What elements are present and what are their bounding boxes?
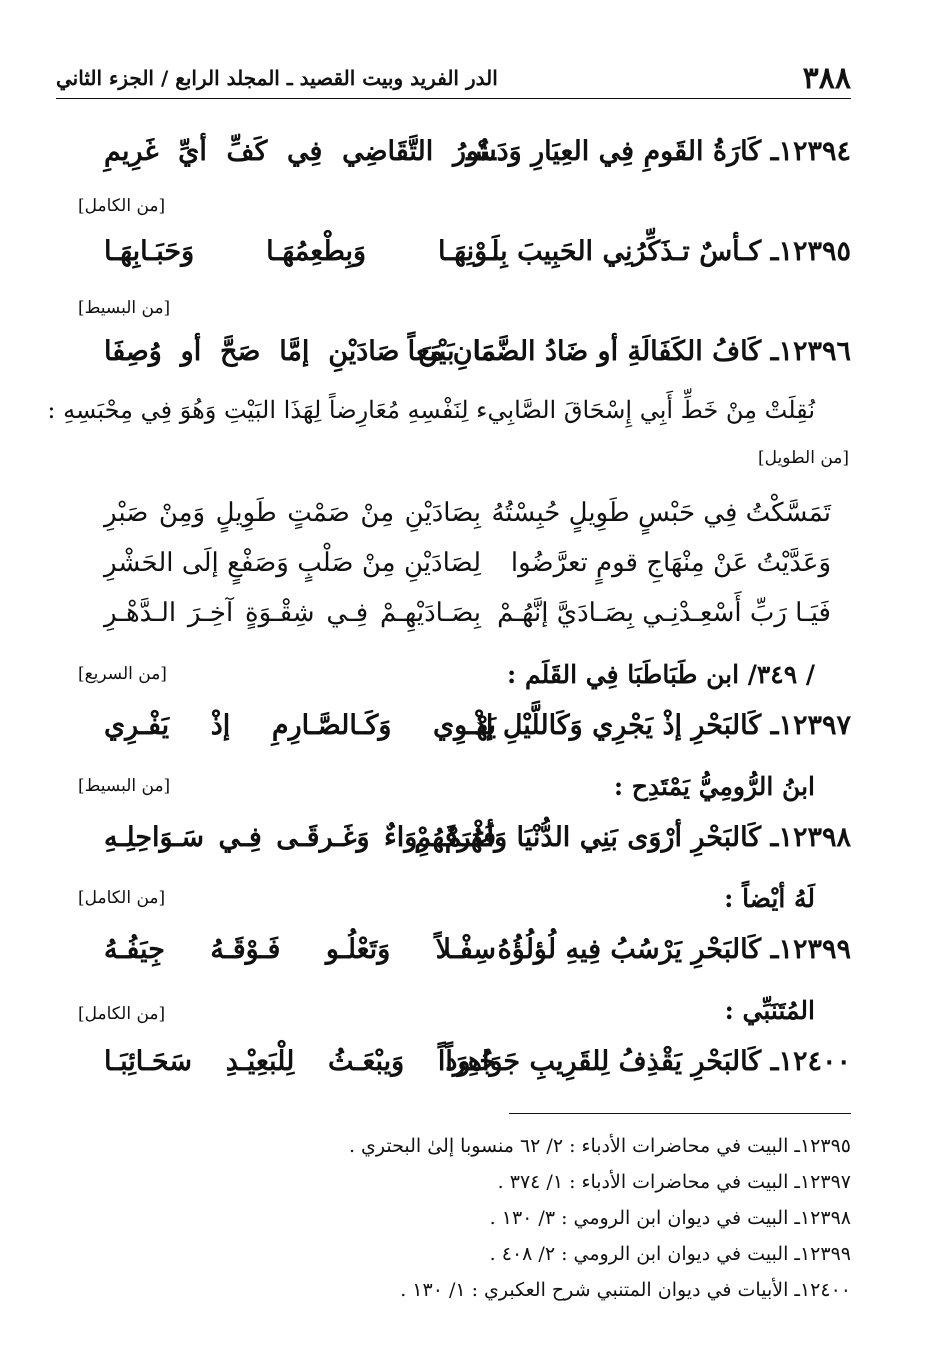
verse-second-hemistich: ـتُورُ التَّقَاضِي فِي كَفِّ أيِّ غَرِيمِ: [104, 136, 496, 167]
poem-line-2: [104, 548, 831, 578]
poem-first-hemistich: وَعَدَّيْتُ عَنْ مِنْهَاجِ قومٍ تعرَّضُوا: [510, 548, 831, 578]
meter-label: [من الكامل]: [78, 888, 166, 908]
meter-label: [من البسيط]: [78, 776, 171, 796]
poem-second-hemistich: بِصَـادَيْهِـمْ فِـي شِقْـوَةٍ آخِـرَ الـدَّهْـرِ: [104, 598, 481, 628]
verse-first-hemistich: ١٢٣٩٦ـ كَافُ الكَفَالَةِ أو ضَادُ الضَّمَانِ مَعاً: [407, 336, 851, 367]
verse-12398: [104, 822, 851, 853]
verse-second-hemistich: مَا بَيْنَ صَادَيْنِ إمَّا صَحَّ أو وُصِفَا: [104, 336, 496, 367]
verse-12394: [104, 136, 851, 167]
meter-label: [من الكامل]: [78, 1004, 166, 1024]
poem-second-hemistich: بِصَادَيْنِ مِنْ صَمْتٍ طَوِيلٍ وَمِنْ صَبْرِ: [104, 498, 481, 528]
footnote: ١٢٣٩٩ـ البيت في ديوان ابن الرومي : ٢/ ٤٠٨ .: [489, 1243, 851, 1265]
poem-first-hemistich: تَمَسَّكْتُ فِي حَبْسٍ طَوِيلٍ حُبِسْتُهُ: [491, 498, 831, 528]
verse-12395: [104, 236, 851, 267]
meter-label: [من الكامل]: [78, 196, 166, 216]
meter-label: [من السريع]: [78, 664, 167, 684]
footnote: ١٢٣٩٧ـ البيت في محاضرات الأدباء : ١/ ٣٧٤ .: [497, 1171, 851, 1193]
verse-12396: [104, 336, 851, 367]
footnote-rule: [509, 1113, 851, 1114]
meter-label: [من الطويل]: [758, 448, 849, 468]
footnote: ١٢٣٩٥ـ البيت في محاضرات الأدباء : ٢/ ٦٢ منسوبا إلىٰ البحتري .: [348, 1135, 851, 1157]
verse-second-hemistich: ـوْنِهَـا وَبِطْعِمُهَـا وَحَبَـابِهَـا: [104, 236, 496, 267]
verse-first-hemistich: ١٢٣٩٨ـ كَالبَحْرِ أرْوَى بَنِي الدُّنْيَا وَأغْرَقَهُمْ: [414, 822, 851, 853]
attribution: ابنُ الرُّومِيُّ يَمْتَدِح :: [613, 772, 815, 801]
page-number: ٣٨٨: [802, 60, 851, 96]
attribution: المُتَنَبِّي :: [724, 996, 815, 1025]
footnote: ١٢٣٩٨ـ البيت في ديوان ابن الرومي : ٣/ ١٣٠ .: [489, 1207, 851, 1229]
verse-12397: [104, 710, 851, 741]
meter-label: [من البسيط]: [78, 298, 171, 318]
prose-note: نُقِلَتْ مِنْ خَطِّ أَبِي إِسْحَاقَ الصَّابِيء لِنَفْسِهِ مُعَارِضاً لِهَذَا البَيْتِ وَهُوَ فِي مِحْبَسِهِ :: [47, 396, 815, 424]
poem-second-hemistich: لِصَادَيْنِ مِنْ صَلْبٍ وَصَفْعٍ إلَى الحَشْرِ: [104, 548, 481, 578]
verse-second-hemistich: فَهُـمْ رِوَاءٌ وَغَـرقَـى فِـي سَـوَاحِلِـهِ: [104, 822, 496, 853]
footnote: ١٢٤٠٠ـ الأبيات في ديوان المتنبي شرح العكبري : ١/ ١٣٠ .: [400, 1279, 851, 1301]
attribution: لَهُ أيْضاً :: [724, 884, 815, 913]
verse-first-hemistich: ١٢٣٩٥ـ كـأسٌ تـذَكِّرُنِي الحَبِيبَ بِلَـ: [483, 236, 851, 267]
verse-second-hemistich: جُـوداً وَيبْعَـثُ لِلْبَعِيْـدِ سَحَـائِبَـا: [104, 1046, 496, 1077]
verse-12400: [104, 1046, 851, 1077]
attribution: / ٣٤٩/ ابن طَبَاطَبَا فِي القَلَم :: [507, 660, 815, 689]
verse-first-hemistich: ١٢٣٩٤ـ كَارَةُ القَومِ فِي العِيَارِ وَدَسْـ: [466, 136, 851, 167]
footnotes: [100, 1128, 851, 1308]
verse-second-hemistich: سِفْـلاً وَتَعْلُـو فَـوْقَـهُ جِيَفُـهُ: [104, 934, 496, 965]
verse-second-hemistich: يَهْـوِي وَكَـالصَّـارِمِ إذْ يَفْـرِي: [104, 710, 496, 741]
poem-line-3: [104, 598, 831, 628]
page-header: [56, 56, 851, 100]
running-title: الدر الفريد وبيت القصيد ـ المجلد الرابع / الجزء الثاني: [56, 66, 498, 90]
header-rule: [56, 98, 851, 99]
verse-first-hemistich: ١٢٣٩٩ـ كَالبَحْرِ يَرْسُبُ فِيهِ لُؤلُؤُهُ: [497, 934, 851, 965]
verse-12399: [104, 934, 851, 965]
poem-line-1: [104, 498, 831, 528]
verse-first-hemistich: ١٢٣٩٧ـ كَالبَحْرِ إذْ يَجْرِي وَكَاللَّيْلِ إذْ: [473, 710, 851, 741]
poem-first-hemistich: فَيَـا رَبِّ أَسْعِـدْنِـي بِصَـادَيَّ إنَّهُـمْ: [497, 598, 831, 628]
verse-first-hemistich: ١٢٤٠٠ـ كَالبَحْرِ يَقْذِفُ لِلقَرِيبِ جَوَاهِرَاً: [445, 1046, 851, 1077]
